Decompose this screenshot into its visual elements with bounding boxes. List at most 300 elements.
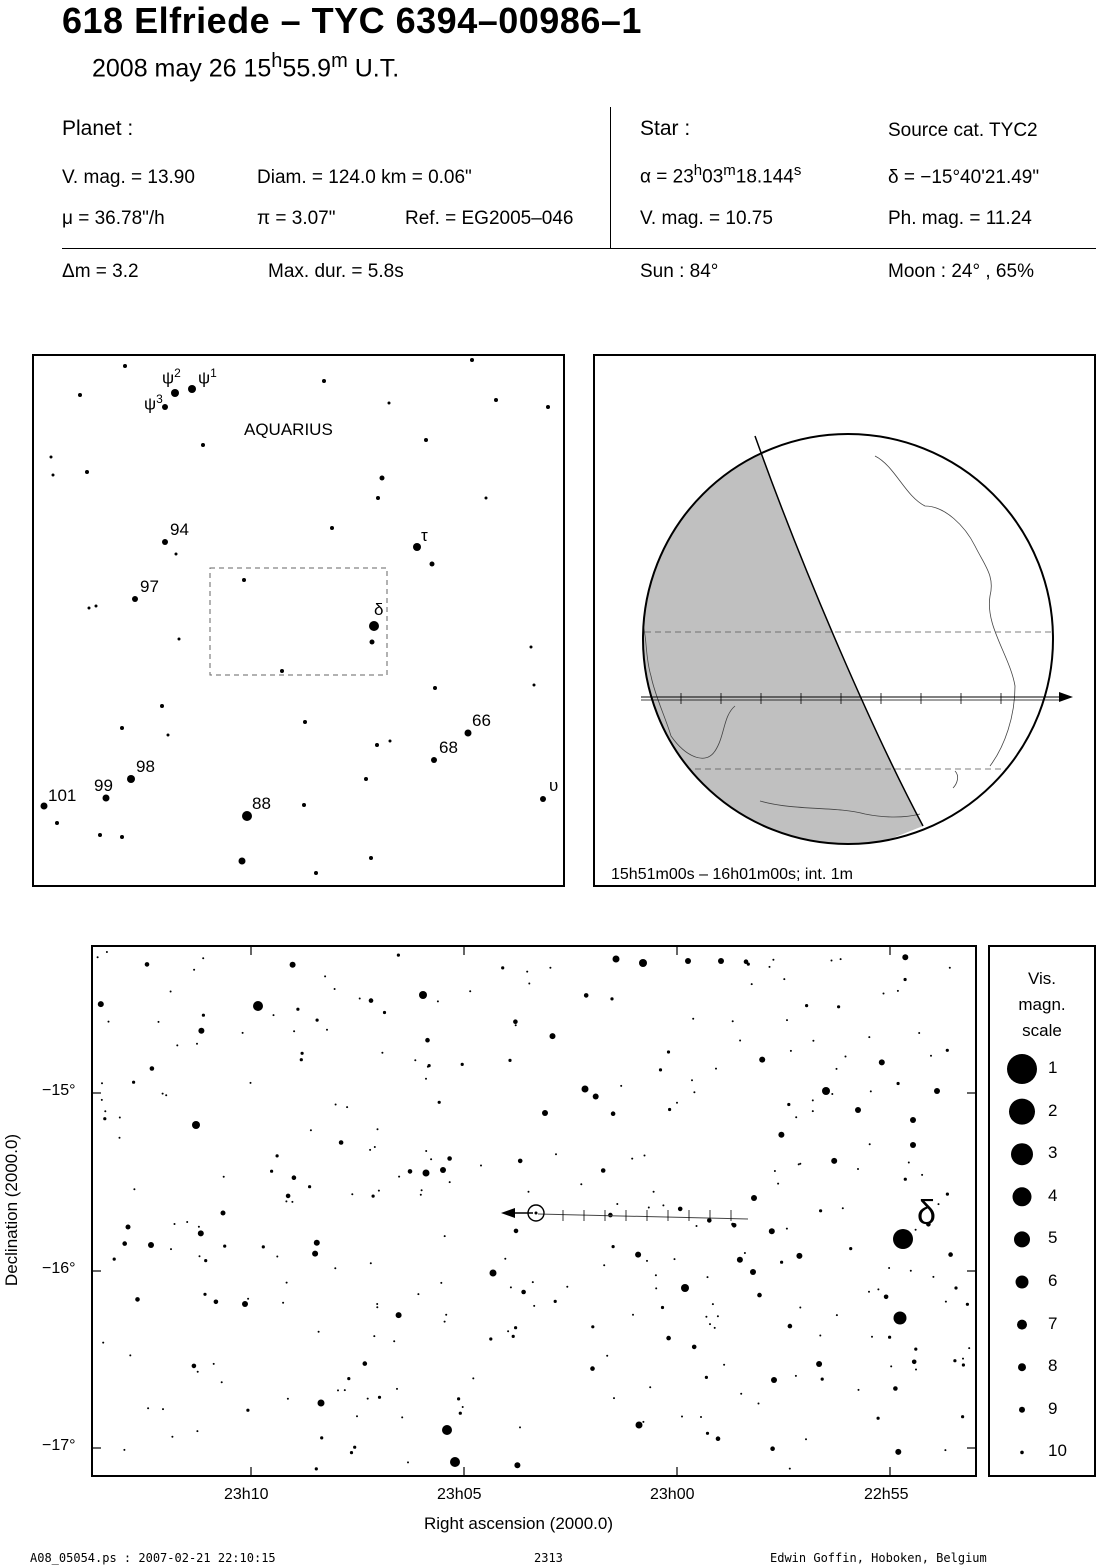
scale-dot-mag3 xyxy=(1011,1143,1033,1165)
upsilon-label: υ xyxy=(549,776,559,795)
field-star xyxy=(655,1287,657,1289)
field-star xyxy=(914,1348,917,1351)
field-star xyxy=(103,1117,106,1120)
field-star xyxy=(693,1091,695,1093)
delta-label: δ xyxy=(374,600,384,619)
field-star xyxy=(314,1240,320,1246)
bright-star xyxy=(442,1425,452,1435)
scale-label-mag4: 4 xyxy=(1048,1185,1058,1205)
field-star xyxy=(414,1059,416,1061)
field-star xyxy=(946,1193,949,1196)
sun-elongation: Sun : 84° xyxy=(640,261,719,282)
field-star xyxy=(890,1365,892,1367)
field-star xyxy=(437,1000,439,1002)
finder-star xyxy=(120,726,124,730)
field-star xyxy=(678,1207,683,1212)
field-star xyxy=(198,1226,200,1228)
finder-star xyxy=(330,526,334,530)
field-star xyxy=(948,1252,953,1257)
field-star xyxy=(528,983,530,985)
constellation-label: AQUARIUS xyxy=(244,420,333,439)
field-star xyxy=(849,1247,852,1250)
star-heading: Star : xyxy=(640,117,691,140)
field-star xyxy=(507,1330,509,1332)
field-star xyxy=(101,1082,103,1084)
field-star xyxy=(769,966,771,968)
minutes-text: 55.9 xyxy=(282,54,332,83)
field-star xyxy=(879,1059,885,1065)
field-star xyxy=(895,1449,901,1455)
field-star xyxy=(769,1228,775,1234)
scale-dot-mag4 xyxy=(1013,1187,1032,1206)
time-interval-caption: 15h51m00s – 16h01m00s; int. 1m xyxy=(611,866,853,883)
psi1-label: $\psi^1$ xyxy=(198,366,217,388)
finder-star xyxy=(55,821,59,825)
field-star xyxy=(528,1191,530,1193)
field-star xyxy=(469,990,471,992)
finder-star xyxy=(242,578,246,582)
scale-dot-mag9 xyxy=(1019,1407,1025,1413)
magnitude-scale xyxy=(988,945,1096,1477)
field-star xyxy=(915,1369,917,1371)
field-star xyxy=(202,957,204,959)
finder-star xyxy=(98,833,102,837)
field-star xyxy=(526,971,528,973)
field-star xyxy=(398,1176,400,1178)
scale-dot-mag10 xyxy=(1020,1451,1024,1455)
field-star xyxy=(712,1303,714,1305)
field-star xyxy=(204,1259,207,1262)
field-star xyxy=(788,1324,793,1329)
field-star xyxy=(840,958,842,960)
field-star xyxy=(961,1415,964,1418)
field-star xyxy=(646,1260,648,1262)
field-star xyxy=(310,1129,312,1131)
field-star xyxy=(396,1312,402,1318)
field-star xyxy=(171,1436,173,1438)
bright-star xyxy=(613,956,620,963)
finder-star xyxy=(160,704,164,708)
field-star xyxy=(740,1393,742,1395)
field-star xyxy=(812,1099,814,1101)
field-star xyxy=(369,1149,371,1151)
field-star xyxy=(135,1297,140,1302)
field-star xyxy=(554,1300,557,1303)
field-star xyxy=(732,1223,737,1228)
field-star xyxy=(514,1462,520,1468)
bright-star xyxy=(318,1400,325,1407)
field-star xyxy=(193,969,195,971)
field-star xyxy=(949,967,951,969)
field-star xyxy=(510,1286,512,1288)
field-star xyxy=(902,954,908,960)
field-star xyxy=(367,1398,369,1400)
field-star xyxy=(421,1189,423,1191)
field-star xyxy=(908,1162,910,1164)
field-star xyxy=(845,1056,847,1058)
field-star xyxy=(514,1326,517,1329)
field-star xyxy=(508,1059,511,1062)
field-star xyxy=(608,1213,613,1218)
finder-star xyxy=(85,470,89,474)
field-star xyxy=(962,1358,964,1360)
field-star xyxy=(326,1029,328,1031)
field-star xyxy=(772,959,774,961)
bright-star xyxy=(718,958,724,964)
field-star xyxy=(221,1381,223,1383)
field-star xyxy=(318,1331,320,1333)
field-star xyxy=(601,1168,606,1173)
star-98 xyxy=(127,775,135,783)
field-star xyxy=(836,1068,838,1070)
bright-star xyxy=(750,1269,756,1275)
alpha-hours: α = 23 xyxy=(640,166,694,188)
field-star xyxy=(457,1397,460,1400)
field-star xyxy=(888,1267,890,1269)
field-star xyxy=(667,1050,670,1053)
field-star xyxy=(292,1175,297,1180)
field-star xyxy=(613,1397,615,1399)
star-101-label: 101 xyxy=(48,786,77,805)
field-star xyxy=(759,1057,765,1063)
field-star xyxy=(377,1128,379,1130)
star-88-label: 88 xyxy=(252,794,271,813)
finder-field-box xyxy=(210,568,387,675)
field-star xyxy=(197,1371,199,1373)
field-star xyxy=(119,1117,121,1119)
scale-dot-mag6 xyxy=(1016,1276,1029,1289)
bright-star xyxy=(440,1167,446,1173)
field-star xyxy=(593,1094,599,1100)
field-star xyxy=(202,1014,205,1017)
scale-title-1: Vis. xyxy=(1027,969,1057,988)
field-star xyxy=(378,1190,380,1192)
finder-star xyxy=(201,443,205,447)
event-datetime xyxy=(92,50,399,83)
field-star xyxy=(868,1036,870,1038)
moon-elongation: Moon : 24° , 65% xyxy=(888,261,1034,282)
star-94 xyxy=(162,539,168,545)
field-star xyxy=(954,1286,957,1289)
field-star xyxy=(192,1364,197,1369)
field-star xyxy=(789,1468,791,1470)
field-star xyxy=(196,1430,198,1432)
field-star xyxy=(786,1019,788,1021)
scale-dot-mag2 xyxy=(1009,1099,1035,1125)
field-star xyxy=(707,1276,709,1278)
field-star xyxy=(819,1209,822,1212)
field-star xyxy=(700,1416,702,1418)
finder-star xyxy=(370,640,375,645)
field-star xyxy=(868,1291,870,1293)
field-star xyxy=(662,1204,664,1206)
scale-label-mag5: 5 xyxy=(1048,1228,1058,1248)
field-star xyxy=(417,1293,419,1295)
finder-star xyxy=(303,720,307,724)
field-star xyxy=(291,1201,293,1203)
field-star xyxy=(312,1251,318,1257)
field-star xyxy=(739,1040,741,1042)
field-star xyxy=(186,1221,188,1223)
field-star xyxy=(425,1150,427,1152)
field-star xyxy=(214,1300,219,1305)
chart-delta-label: δ xyxy=(917,1194,936,1232)
globe-canvas xyxy=(595,356,1094,885)
field-star xyxy=(696,1225,698,1227)
field-star xyxy=(123,1449,125,1451)
field-star xyxy=(580,1183,582,1185)
bright-star xyxy=(636,1422,643,1429)
field-star xyxy=(247,1298,249,1300)
psi2-star xyxy=(171,389,179,397)
star-66 xyxy=(465,730,472,737)
field-star xyxy=(705,1316,707,1318)
field-star xyxy=(445,1314,447,1316)
finder-star xyxy=(470,358,474,362)
field-star xyxy=(716,1436,721,1441)
field-star xyxy=(612,1245,615,1248)
planet-diam: Diam. = 124.0 km = 0.06" xyxy=(257,167,472,188)
scale-title-3: scale xyxy=(1022,1021,1062,1040)
field-star xyxy=(870,1090,872,1092)
field-star xyxy=(819,1335,821,1337)
bright-star xyxy=(685,958,691,964)
star-94-label: 94 xyxy=(170,520,189,539)
field-star xyxy=(420,1194,422,1196)
tau-star xyxy=(413,543,421,551)
scale-label-mag1: 1 xyxy=(1048,1058,1058,1077)
star-97-label: 97 xyxy=(140,577,159,596)
field-star xyxy=(223,1245,226,1248)
tau-label: τ xyxy=(421,526,428,545)
delta-aqr-star xyxy=(893,1229,913,1249)
field-star xyxy=(472,1377,474,1379)
field-star xyxy=(871,1336,873,1338)
coastline-americas xyxy=(875,456,1015,766)
field-star xyxy=(777,1183,779,1185)
field-star xyxy=(501,966,504,969)
field-star xyxy=(944,1449,946,1451)
field-star xyxy=(938,1203,940,1205)
field-star xyxy=(270,1170,273,1173)
field-star xyxy=(812,1040,814,1042)
finder-star xyxy=(485,497,488,500)
field-star xyxy=(438,1101,441,1104)
field-star xyxy=(635,1252,641,1258)
field-star xyxy=(370,1262,372,1264)
scale-label-mag7: 7 xyxy=(1048,1313,1058,1333)
field-star xyxy=(532,1281,534,1283)
field-star xyxy=(676,1102,678,1104)
alpha-minutes: 03 xyxy=(702,166,724,188)
field-star xyxy=(176,1044,178,1046)
scale-dot-mag8 xyxy=(1018,1363,1026,1371)
scale-dot-mag1 xyxy=(1007,1054,1037,1084)
star-97 xyxy=(132,596,138,602)
field-star xyxy=(449,1181,451,1183)
field-star xyxy=(869,1143,871,1145)
shadow-direction-arrow xyxy=(1059,692,1073,702)
field-star xyxy=(584,993,589,998)
field-star xyxy=(401,1416,403,1418)
field-star xyxy=(101,1099,103,1101)
field-star xyxy=(649,1386,651,1388)
field-star xyxy=(296,1008,299,1011)
field-star xyxy=(315,1467,318,1470)
target-star-dot xyxy=(535,1212,538,1215)
field-star xyxy=(714,1327,716,1329)
field-star xyxy=(751,983,753,985)
field-star xyxy=(653,1191,655,1193)
field-star xyxy=(359,998,361,1000)
field-star xyxy=(549,967,551,969)
x-axis-title: Right ascension (2000.0) xyxy=(424,1514,614,1533)
field-star xyxy=(533,1305,535,1307)
field-star xyxy=(308,1185,311,1188)
star-delta: δ = −15°40'21.49" xyxy=(888,167,1040,188)
field-star xyxy=(691,1079,693,1081)
finder-star xyxy=(175,553,178,556)
field-star xyxy=(798,1163,800,1165)
field-star xyxy=(350,1451,353,1454)
finder-star xyxy=(369,856,373,860)
field-star xyxy=(276,1154,279,1157)
field-star xyxy=(462,1406,464,1408)
finder-star xyxy=(120,835,124,839)
field-star xyxy=(282,1302,284,1304)
field-star xyxy=(356,1415,358,1417)
alpha-h-unit: h xyxy=(693,162,703,179)
field-star xyxy=(286,1282,288,1284)
field-star xyxy=(145,962,150,967)
star-88 xyxy=(242,811,252,821)
field-star xyxy=(378,1396,381,1399)
finder-star xyxy=(88,607,91,610)
field-star xyxy=(837,1005,840,1008)
globe-panel xyxy=(593,354,1096,887)
field-star xyxy=(165,1094,167,1096)
field-star xyxy=(97,956,99,958)
field-star xyxy=(566,1286,568,1288)
info-separator xyxy=(62,248,1096,249)
planet-mu: μ = 36.78"/h xyxy=(62,208,165,229)
bright-star xyxy=(419,991,427,999)
field-star xyxy=(286,1194,291,1199)
field-star xyxy=(732,1020,734,1022)
field-star xyxy=(324,975,326,977)
star-98-label: 98 xyxy=(136,757,155,776)
bright-star xyxy=(855,1107,861,1113)
planet-vmag: V. mag. = 13.90 xyxy=(62,167,195,188)
bright-star xyxy=(221,1211,226,1216)
page-title: 618 Elfriede – TYC 6394–00986–1 xyxy=(62,0,642,41)
field-star xyxy=(744,959,749,964)
field-star xyxy=(904,1178,907,1181)
scale-label-mag6: 6 xyxy=(1048,1271,1058,1290)
star-68 xyxy=(431,757,437,763)
field-star xyxy=(372,1195,375,1198)
field-star xyxy=(590,1366,595,1371)
field-star xyxy=(897,1082,900,1085)
field-star xyxy=(631,1158,633,1160)
field-star xyxy=(661,1306,664,1309)
field-star xyxy=(262,1245,265,1248)
field-star xyxy=(108,1021,110,1023)
field-star xyxy=(796,1253,802,1259)
field-star xyxy=(150,1066,155,1071)
alpha-m-unit: m xyxy=(723,162,736,179)
field-star xyxy=(376,1303,378,1305)
field-star xyxy=(932,1276,934,1278)
alpha-s-unit: s xyxy=(793,162,802,179)
finder-star xyxy=(388,402,391,405)
field-star xyxy=(461,1063,464,1066)
field-star xyxy=(242,1032,244,1034)
field-star xyxy=(918,1032,920,1034)
field-star xyxy=(459,1412,462,1415)
alpha-seconds: 18.144 xyxy=(735,166,794,188)
finder-star xyxy=(546,405,550,409)
finder-star xyxy=(50,456,53,459)
y-tick-16: −16° xyxy=(42,1260,76,1277)
field-star xyxy=(945,1301,947,1303)
bright-star xyxy=(148,1242,154,1248)
planet-pi: π = 3.07" xyxy=(257,208,336,229)
field-star xyxy=(550,1033,556,1039)
field-star xyxy=(373,1335,375,1337)
field-star xyxy=(921,1174,923,1176)
field-star xyxy=(770,1446,775,1451)
field-star xyxy=(98,1001,104,1007)
bright-star xyxy=(490,1270,497,1277)
field-star xyxy=(223,1176,225,1178)
psi3-label: $\psi^3$ xyxy=(144,392,163,414)
field-star xyxy=(170,1248,172,1250)
finder-star xyxy=(430,562,435,567)
bright-star xyxy=(242,1301,248,1307)
field-star xyxy=(132,1081,135,1084)
field-star xyxy=(515,1024,517,1026)
footer-author: Edwin Goffin, Hoboken, Belgium xyxy=(770,1551,987,1565)
bright-star xyxy=(934,1088,940,1094)
field-star xyxy=(104,1110,106,1112)
y-tick-15: −15° xyxy=(42,1082,76,1099)
field-star xyxy=(430,1158,432,1160)
field-star xyxy=(518,1159,523,1164)
star-99-label: 99 xyxy=(94,776,113,795)
footer-page: 2313 xyxy=(534,1551,563,1565)
field-star xyxy=(715,1068,717,1070)
field-star xyxy=(273,1014,275,1016)
field-star xyxy=(591,1325,594,1328)
star-chart-canvas xyxy=(93,947,975,1475)
finder-star xyxy=(494,398,498,402)
bright-star xyxy=(450,1457,460,1467)
finder-star xyxy=(178,638,181,641)
field-star xyxy=(946,1049,949,1052)
field-star xyxy=(425,1038,430,1043)
field-star xyxy=(555,1153,557,1155)
bright-star xyxy=(582,1086,589,1093)
field-star xyxy=(363,1361,368,1366)
field-star xyxy=(512,1335,515,1338)
field-star xyxy=(681,1416,683,1418)
scale-dot-mag5 xyxy=(1014,1231,1030,1247)
finder-star xyxy=(380,476,385,481)
finder-star xyxy=(433,686,437,690)
field-star xyxy=(642,1421,644,1423)
field-star xyxy=(339,1140,344,1145)
